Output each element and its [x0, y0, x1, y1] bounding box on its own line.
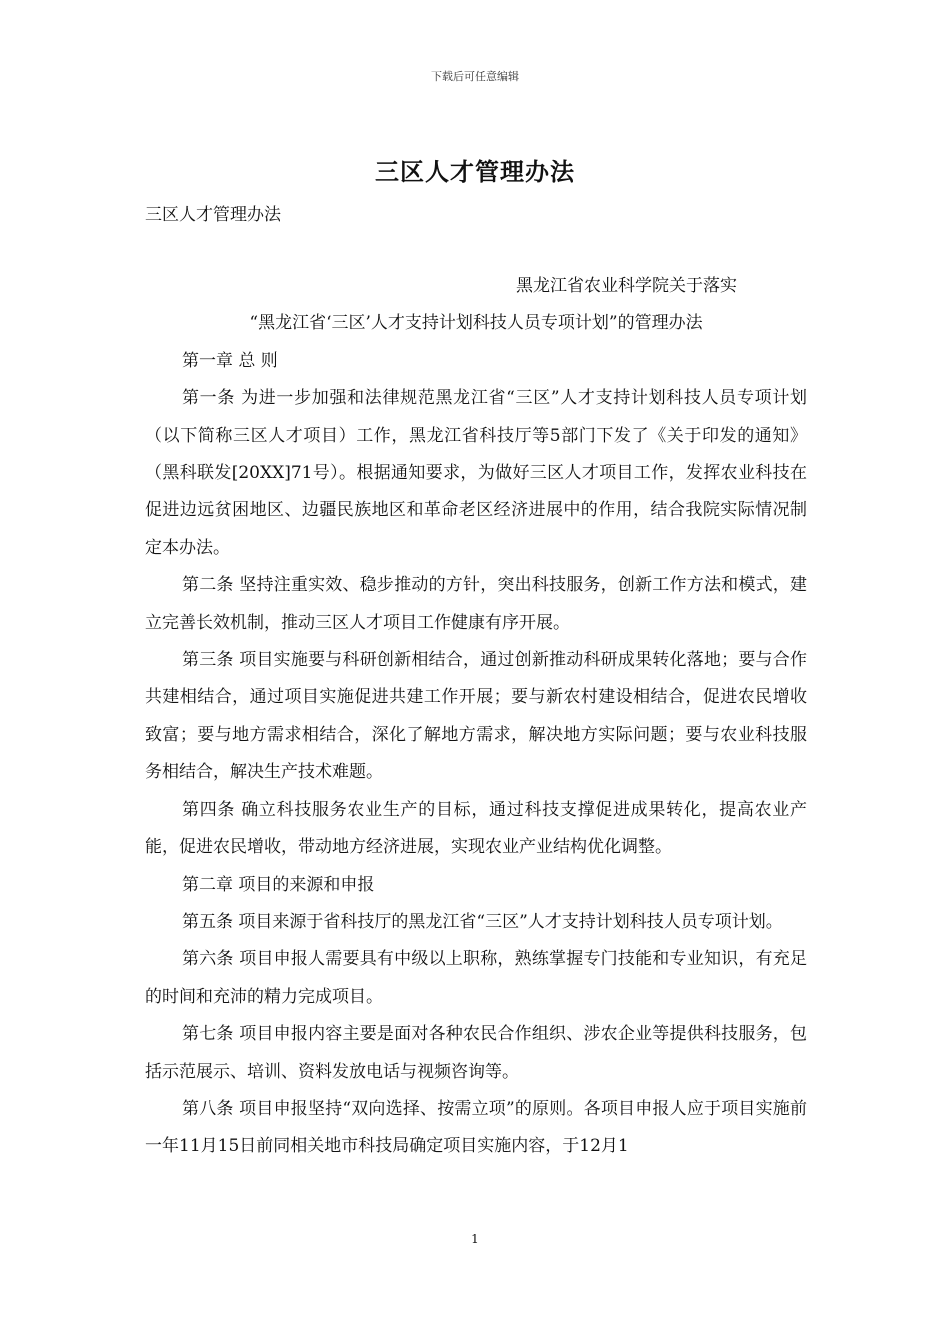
paragraph-issuer: 黑龙江省农业科学院关于落实: [516, 276, 737, 296]
document-subtitle: 三区人才管理办法: [145, 205, 281, 225]
article-7: 第七条 项目申报内容主要是面对各种农民合作组织、涉农企业等提供科技服务，包括示范展示、培训、资料发放电话与视频咨询等。: [145, 1024, 807, 1082]
article-6: 第六条 项目申报人需要具有中级以上职称，熟练掌握专门技能和专业知识，有充足的时间和充沛的精力完成项目。: [145, 949, 807, 1007]
article-2: 第二条 坚持注重实效、稳步推动的方针，突出科技服务，创新工作方法和模式，建立完善长效机制，推动三区人才项目工作健康有序开展。: [145, 575, 807, 633]
page-header: 下载后可任意编辑: [431, 70, 519, 83]
article-8: 第八条 项目申报坚持“双向选择、按需立项”的原则。各项目申报人应于项目实施前一年11月15日前同相关地市科技局确定项目实施内容，于12月1: [145, 1098, 807, 1157]
chapter-heading-2: 第二章 项目的来源和申报: [182, 874, 375, 895]
paragraph-doc-name: “黑龙江省‘三区’人才支持计划科技人员专项计划”的管理办法: [249, 313, 703, 334]
document-body: [145, 268, 807, 1166]
article-3: 第三条 项目实施要与科研创新相结合，通过创新推动科研成果转化落地；要与合作共建相结合，通过项目实施促进共建工作开展；要与新农村建设相结合，促进农民增收致富；要与地方需求相结合，深化了解地方需求，解决地方实际问题；要与农业科技服务相结合，解决生产技术难题。: [145, 650, 807, 783]
document-title: 三区人才管理办法: [375, 157, 575, 186]
article-1: 第一条 为进一步加强和法律规范黑龙江省“三区”人才支持计划科技人员专项计划（以下简称三区人才项目）工作，黑龙江省科技厅等5部门下发了《关于印发的通知》（黑科联发[20XX]71号）。根据通知要求，为做好三区人才项目工作，发挥农业科技在促进边远贫困地区、边疆民族地区和革命老区经济进展中的作用，结合我院实际情况制定本办法。: [145, 388, 807, 558]
page-number: 1: [471, 1232, 479, 1246]
article-5: 第五条 项目来源于省科技厅的黑龙江省“三区”人才支持计划科技人员专项计划。: [182, 911, 783, 932]
article-4: 第四条 确立科技服务农业生产的目标，通过科技支撑促进成果转化，提高农业产能，促进农民增收，带动地方经济进展，实现农业产业结构优化调整。: [145, 799, 807, 858]
chapter-heading-1: 第一章 总 则: [182, 350, 278, 371]
